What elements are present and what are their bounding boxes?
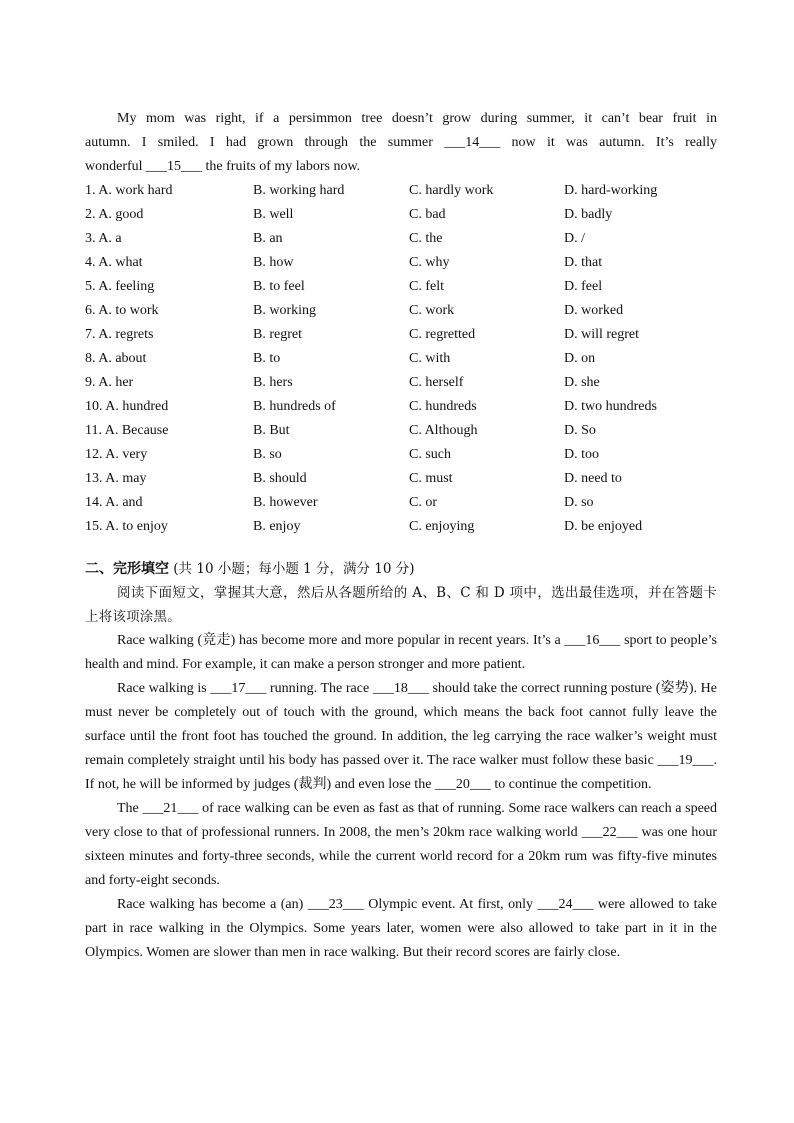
question-row xyxy=(85,203,717,227)
option-a: 12. A. very xyxy=(85,447,148,462)
question-row xyxy=(85,419,717,443)
question-row xyxy=(85,491,717,515)
option-d: D. that xyxy=(564,255,603,270)
option-b: B. regret xyxy=(253,327,302,342)
option-d: D. two hundreds xyxy=(564,399,657,414)
option-b: B. working hard xyxy=(253,183,345,198)
passage-paragraph-1: Race walking (竞走) has become more and more popular in recent years. It’s a ___16___ sport to people’s health and mind. For example, it can make a person stronger and more patient. xyxy=(85,633,717,672)
option-c: C. must xyxy=(409,471,453,486)
option-c: C. herself xyxy=(409,375,464,390)
passage xyxy=(85,629,717,965)
question-row xyxy=(85,251,717,275)
section-2-title: 二、完形填空 xyxy=(85,561,169,577)
question-options-list xyxy=(85,179,717,539)
option-b: B. well xyxy=(253,207,294,222)
question-row xyxy=(85,323,717,347)
option-d: D. / xyxy=(564,231,585,246)
option-d: D. hard-working xyxy=(564,183,658,198)
option-c: C. such xyxy=(409,447,451,462)
question-row xyxy=(85,371,717,395)
option-d: D. worked xyxy=(564,303,624,318)
option-a: 2. A. good xyxy=(85,207,144,222)
intro-paragraph xyxy=(85,107,717,179)
question-row xyxy=(85,395,717,419)
option-a: 9. A. her xyxy=(85,375,134,390)
question-row xyxy=(85,299,717,323)
option-c: C. or xyxy=(409,495,437,510)
option-c: C. hundreds xyxy=(409,399,477,414)
option-c: C. why xyxy=(409,255,450,270)
option-b: B. to xyxy=(253,351,281,366)
passage-paragraph-2: Race walking is ___17___ running. The race ___18___ should take the correct running posture (姿势). He must never be completely out of touch with the ground, which means the back foot cannot fully leave the surface until the front foot has touched the ground. In addition, the leg carrying the race walker’s weight must remain completely straight until his body has passed over it. The race walker must follow these basic ___19___. If not, he will be informed by judges (裁判) and even lose the ___20___ to continue the competition. xyxy=(85,681,717,792)
option-c: C. with xyxy=(409,351,451,366)
option-c: C. felt xyxy=(409,279,444,294)
option-a: 7. A. regrets xyxy=(85,327,154,342)
question-row xyxy=(85,515,717,539)
option-b: B. to feel xyxy=(253,279,305,294)
option-b: B. an xyxy=(253,231,283,246)
option-a: 14. A. and xyxy=(85,495,143,510)
option-c: C. regretted xyxy=(409,327,476,342)
passage-paragraph-3: The ___21___ of race walking can be even as fast as that of running. Some race walkers can reach a speed very close to that of professional runners. In 2008, the men’s 20km race walking world ___22___ was one hour sixteen minutes and forty-three seconds, while the current world record for a 20km rum was fifty-five minutes and forty-eight seconds. xyxy=(85,801,717,888)
question-row xyxy=(85,227,717,251)
option-b: B. should xyxy=(253,471,307,486)
question-row xyxy=(85,275,717,299)
option-a: 13. A. may xyxy=(85,471,147,486)
option-b: B. hers xyxy=(253,375,293,390)
option-c: C. hardly work xyxy=(409,183,494,198)
intro-line-2: autumn. I smiled. I had grown through the summer ___14___ now it was autumn. It’s really xyxy=(85,135,717,150)
question-row xyxy=(85,179,717,203)
option-b: B. how xyxy=(253,255,294,270)
exam-page xyxy=(85,107,717,965)
question-row xyxy=(85,467,717,491)
option-c: C. the xyxy=(409,231,443,246)
option-b: B. But xyxy=(253,423,290,438)
intro-line-1: My mom was right, if a persimmon tree doesn’t grow during summer, it can’t bear fruit in xyxy=(117,111,717,126)
option-a: 3. A. a xyxy=(85,231,122,246)
option-a: 15. A. to enjoy xyxy=(85,519,168,534)
option-d: D. will regret xyxy=(564,327,640,342)
option-b: B. however xyxy=(253,495,318,510)
option-d: D. feel xyxy=(564,279,603,294)
option-d: D. So xyxy=(564,423,596,438)
option-d: D. badly xyxy=(564,207,613,222)
section-2-meta: (共 10 小题；每小题 1 分，满分 10 分) xyxy=(169,561,415,577)
option-b: B. working xyxy=(253,303,316,318)
question-row xyxy=(85,347,717,371)
option-b: B. enjoy xyxy=(253,519,301,534)
option-a: 11. A. Because xyxy=(85,423,169,438)
option-c: C. bad xyxy=(409,207,446,222)
section-2-heading xyxy=(85,557,717,581)
option-c: C. enjoying xyxy=(409,519,475,534)
option-b: B. so xyxy=(253,447,282,462)
option-d: D. she xyxy=(564,375,600,390)
option-a: 4. A. what xyxy=(85,255,143,270)
option-d: D. so xyxy=(564,495,594,510)
question-row xyxy=(85,443,717,467)
intro-line-3: wonderful ___15___ the fruits of my labors now. xyxy=(85,159,361,174)
option-d: D. on xyxy=(564,351,596,366)
option-a: 6. A. to work xyxy=(85,303,159,318)
option-b: B. hundreds of xyxy=(253,399,336,414)
option-c: C. Although xyxy=(409,423,478,438)
option-d: D. be enjoyed xyxy=(564,519,643,534)
option-a: 5. A. feeling xyxy=(85,279,155,294)
option-c: C. work xyxy=(409,303,455,318)
section-2-instruction: 阅读下面短文，掌握其大意，然后从各题所给的 A、B、C 和 D 项中，选出最佳选项，并在答题卡上将该项涂黑。 xyxy=(85,585,717,625)
passage-paragraph-4: Race walking has become a (an) ___23___ Olympic event. At first, only ___24___ were allowed to take part in race walking in the Olympics. Some years later, women were also allowed to take part in it in the Olympics. Women are slower than men in race walking. But their record scores are fairly close. xyxy=(85,897,717,960)
option-d: D. too xyxy=(564,447,599,462)
option-a: 8. A. about xyxy=(85,351,147,366)
option-d: D. need to xyxy=(564,471,622,486)
option-a: 10. A. hundred xyxy=(85,399,169,414)
option-a: 1. A. work hard xyxy=(85,183,173,198)
